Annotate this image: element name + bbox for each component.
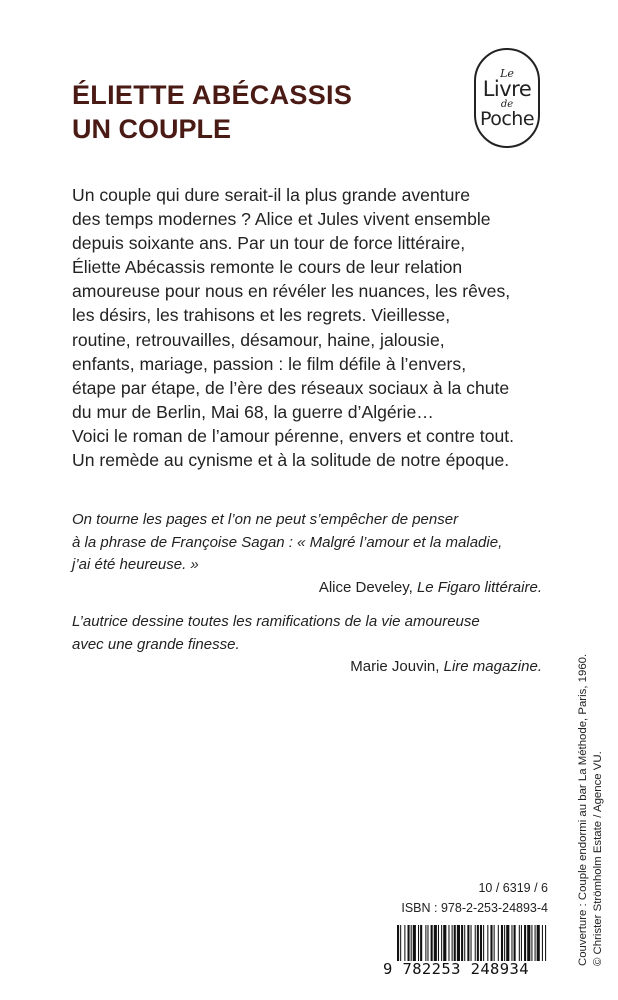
barcode-digits: 9 782253 248934 bbox=[383, 960, 529, 978]
barcode-bar bbox=[434, 925, 437, 961]
barcode-bar bbox=[521, 925, 522, 961]
quote-line: L’autrice dessine toutes les ramifications de la vie amoureuse bbox=[72, 613, 480, 630]
barcode-bar bbox=[527, 925, 530, 961]
barcode-bar bbox=[464, 925, 465, 961]
cover-credits bbox=[576, 654, 606, 966]
barcode-bar bbox=[498, 925, 499, 961]
isbn-number: ISBN : 978-2-253-24893-4 bbox=[401, 901, 548, 915]
barcode-bar bbox=[519, 925, 520, 961]
book-blurb bbox=[72, 183, 552, 472]
logo-poche: Poche bbox=[479, 107, 535, 130]
blurb-line: Voici le roman de l’amour pérenne, envers et contre tout. bbox=[72, 425, 515, 446]
blurb-line: enfants, mariage, passion : le film défile à l’envers, bbox=[72, 353, 467, 374]
press-quote-lire bbox=[72, 611, 542, 679]
barcode-bar bbox=[480, 925, 482, 961]
blurb-line: étape par étape, de l’ère des réseaux sociaux à la chute bbox=[72, 377, 510, 398]
barcode-bar bbox=[535, 925, 536, 961]
blurb-line: Un remède au cynisme et à la solitude de notre époque. bbox=[72, 450, 510, 471]
barcode-bar bbox=[441, 925, 442, 961]
barcode-bar bbox=[531, 925, 532, 961]
barcode-bar bbox=[452, 925, 453, 961]
barcode-bar bbox=[408, 925, 410, 961]
barcode-bar bbox=[397, 925, 399, 961]
barcode-bar bbox=[490, 925, 492, 961]
quote-line: avec une grande finesse. bbox=[72, 635, 240, 653]
photo-credit-line: © Christer Strömholm Estate / Agence VU. bbox=[592, 751, 604, 966]
quote-line: j’ai été heureuse. » bbox=[72, 556, 199, 573]
barcode-bar bbox=[467, 925, 469, 961]
quote-line: On tourne les pages et l’on ne peut s’empêcher de penser bbox=[72, 511, 459, 528]
blurb-line: les désirs, les trahisons et les regrets. Vieillesse, bbox=[72, 305, 451, 326]
barcode-bar bbox=[504, 925, 505, 961]
blurb-line: routine, retrouvailles, désamour, haine, jalousie, bbox=[72, 329, 445, 350]
barcode-bar bbox=[511, 925, 512, 961]
quote-author: Alice Develey, bbox=[318, 578, 413, 596]
logo-le: Le bbox=[500, 66, 514, 80]
barcode-bar bbox=[475, 925, 476, 961]
barcode-bar bbox=[427, 925, 428, 961]
barcode-bar bbox=[438, 925, 439, 961]
book-title: UN COUPLE bbox=[72, 114, 232, 144]
reference-codes bbox=[401, 878, 548, 918]
barcode-bar bbox=[457, 925, 460, 961]
barcode-bar bbox=[545, 925, 546, 961]
reference-number: 10 / 6319 / 6 bbox=[478, 881, 548, 895]
quote-line: à la phrase de Françoise Sagan : « Malgré l’amour et la maladie, bbox=[72, 533, 503, 551]
barcode-bar bbox=[404, 925, 405, 961]
barcode-bar bbox=[461, 925, 463, 961]
barcode-bar bbox=[425, 925, 426, 961]
press-quote-figaro bbox=[72, 509, 542, 599]
barcode-bar bbox=[448, 925, 449, 961]
barcode-bar bbox=[506, 925, 509, 961]
blurb-line: amoureuse pour nous en révéler les nuances, les rêves, bbox=[72, 281, 511, 302]
barcode-bar bbox=[477, 925, 479, 961]
blurb-line: Un couple qui dure serait-il la plus grande aventure bbox=[72, 185, 471, 205]
barcode-bar bbox=[501, 925, 503, 961]
barcode-bar bbox=[418, 925, 419, 961]
barcode-bar bbox=[443, 925, 446, 961]
barcode-bar bbox=[413, 925, 416, 961]
barcode-bar bbox=[471, 925, 472, 961]
quote-author: Marie Jouvin, bbox=[350, 658, 440, 675]
blurb-line: du mur de Berlin, Mai 68, la guerre d’Algérie… bbox=[72, 401, 434, 422]
barcode-bar bbox=[411, 925, 412, 961]
barcode-bar bbox=[487, 925, 488, 961]
barcode-bar bbox=[494, 925, 495, 961]
barcode-bar bbox=[524, 925, 526, 961]
cover-credit-line: Couverture : Couple endormi au bar La Méthode, Paris, 1960. bbox=[577, 653, 589, 966]
barcode-bar bbox=[431, 925, 433, 961]
barcode-bar bbox=[514, 925, 516, 961]
barcode-bar bbox=[542, 925, 543, 961]
quote-attribution bbox=[72, 656, 542, 679]
barcode-bar bbox=[420, 925, 422, 961]
quote-attribution bbox=[72, 577, 542, 600]
blurb-line: depuis soixante ans. Par un tour de force littéraire, bbox=[72, 233, 466, 254]
barcode-bar bbox=[454, 925, 456, 961]
logo-de: de bbox=[500, 98, 514, 110]
logo-livre: Livre bbox=[482, 76, 532, 101]
barcode-bar bbox=[537, 925, 540, 961]
quote-source: Le Figaro littéraire. bbox=[416, 578, 542, 596]
blurb-line: Éliette Abécassis remonte le cours de leur relation bbox=[72, 257, 463, 278]
livre-de-poche-logo bbox=[474, 48, 540, 148]
barcode-bar bbox=[483, 925, 484, 961]
blurb-line: des temps modernes ? Alice et Jules vivent ensemble bbox=[72, 209, 491, 230]
author-name: ÉLIETTE ABÉCASSIS bbox=[72, 80, 353, 110]
quote-source: Lire magazine. bbox=[443, 658, 542, 675]
book-header bbox=[72, 78, 352, 146]
barcode-bar bbox=[400, 925, 401, 961]
